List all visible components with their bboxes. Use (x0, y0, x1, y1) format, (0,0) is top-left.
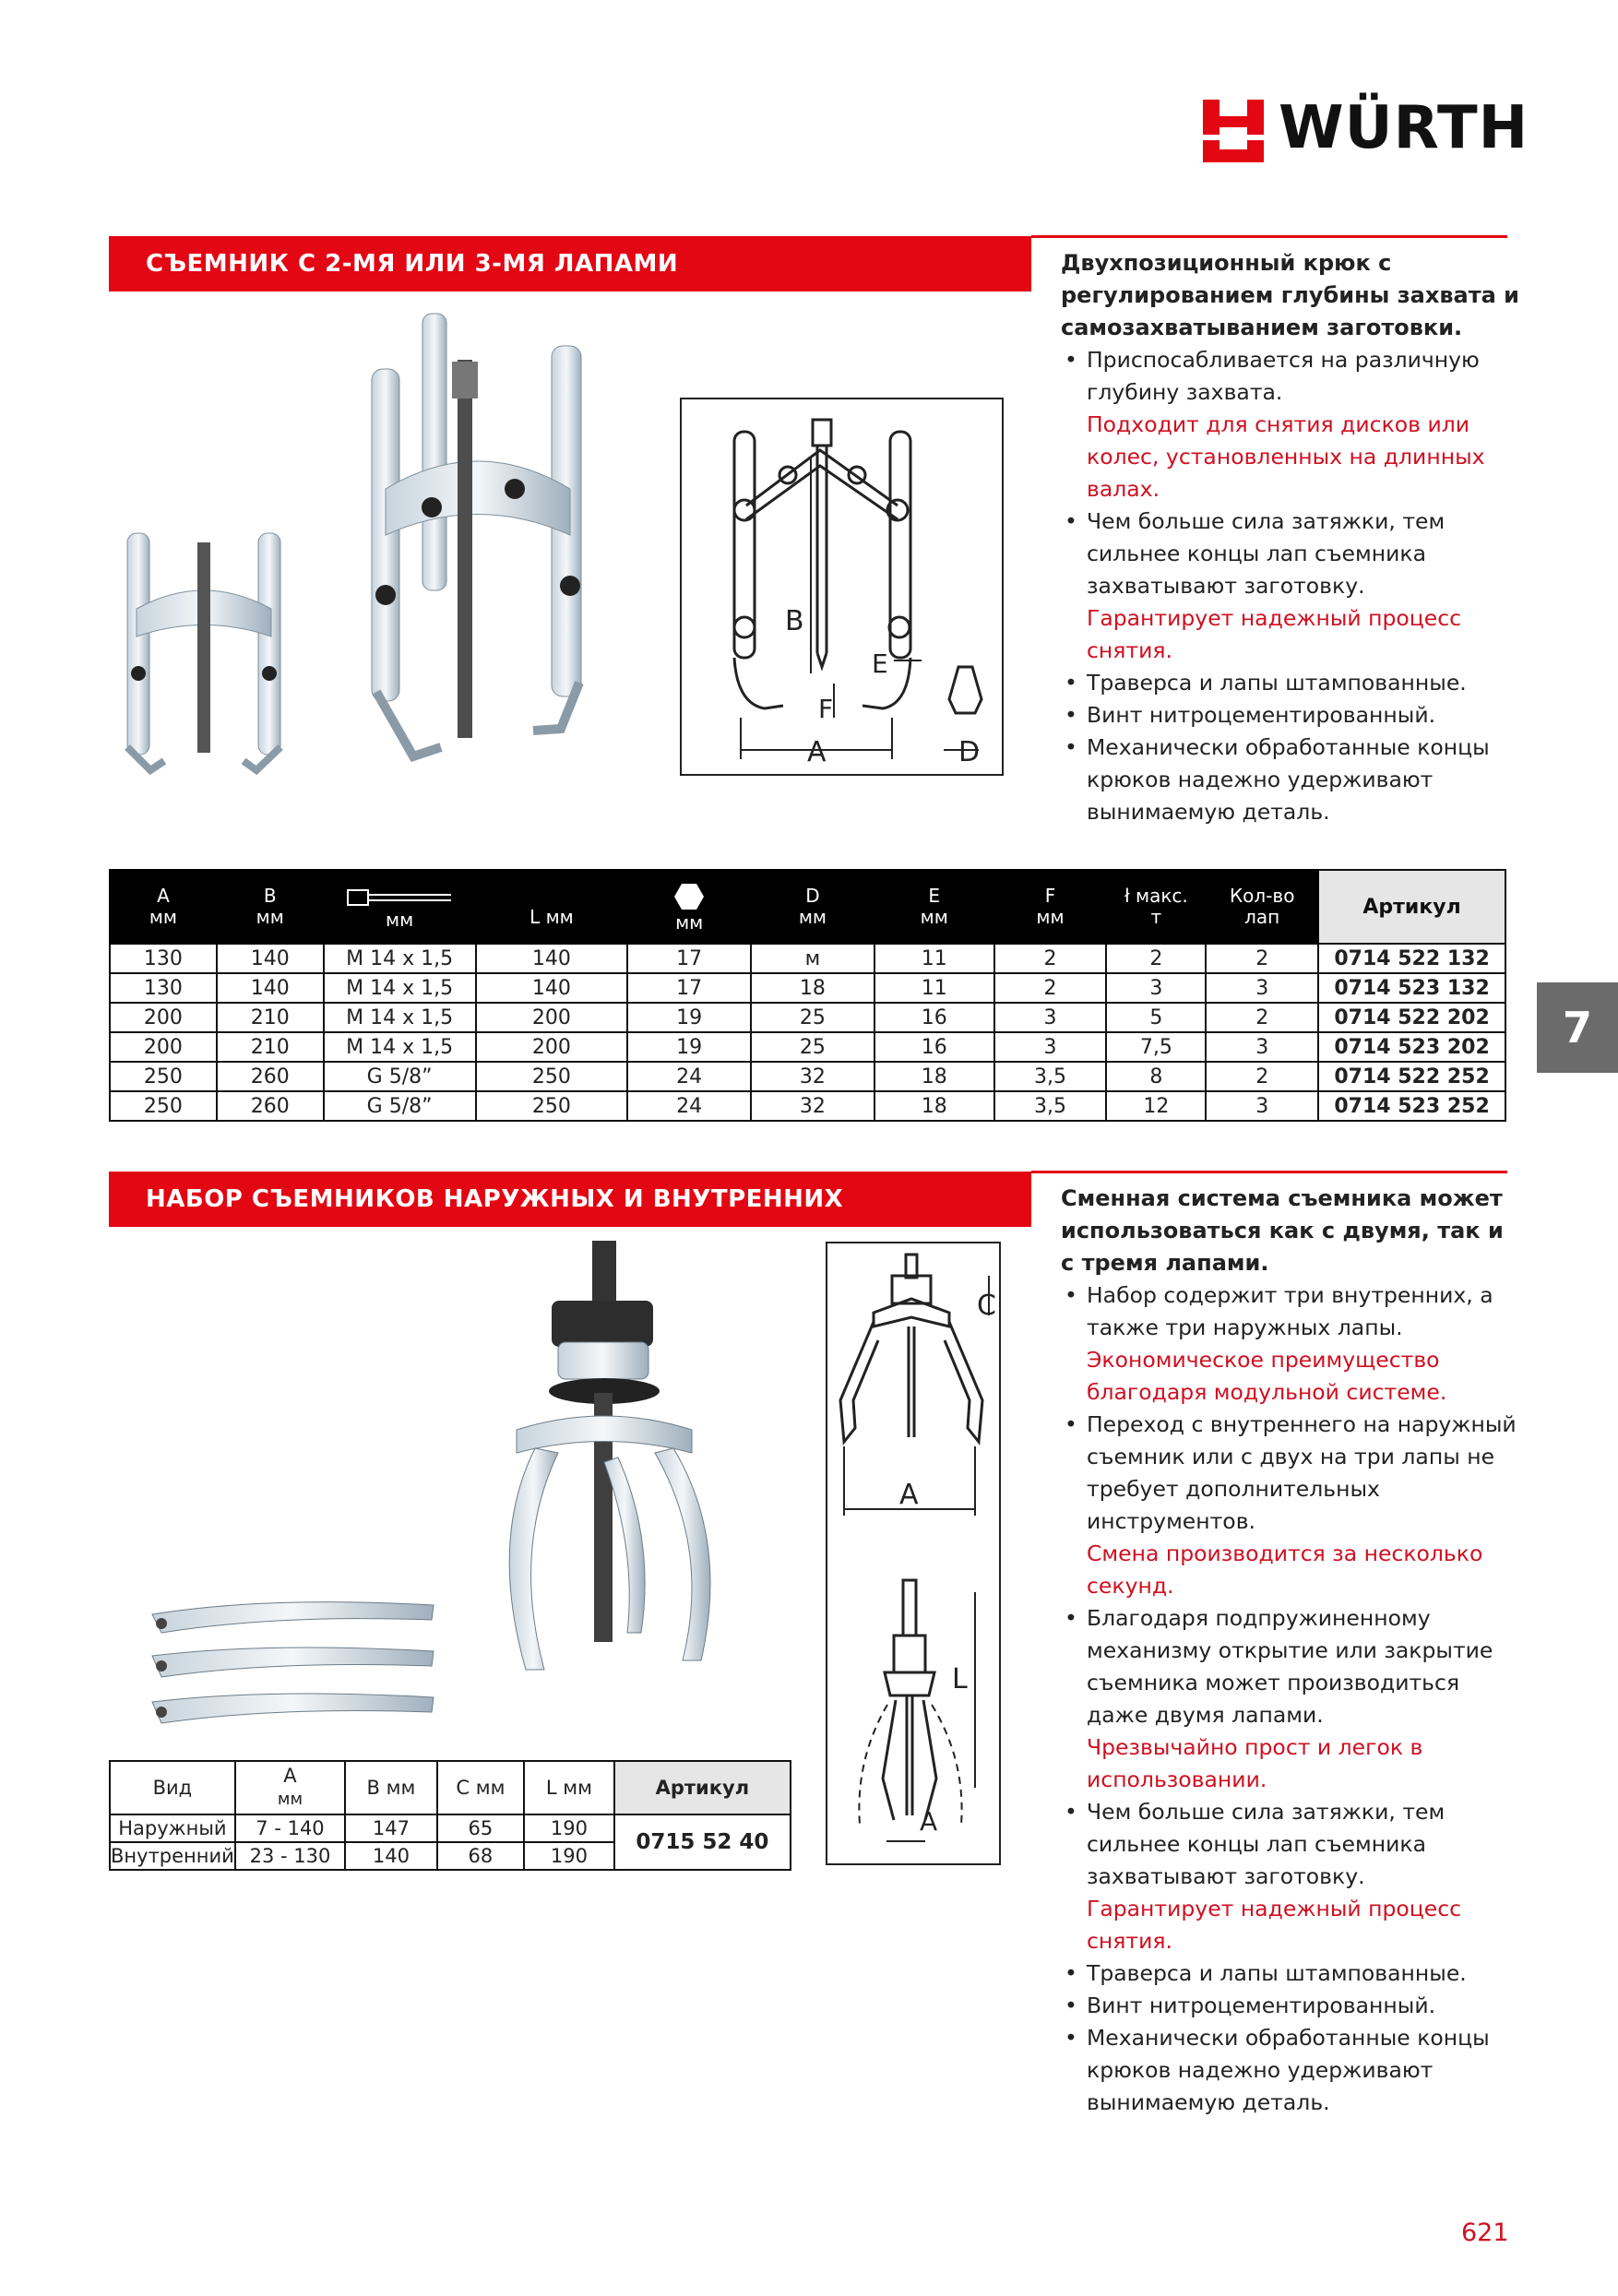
cell: M 14 x 1,5 (324, 1003, 476, 1032)
cell: 130 (110, 973, 217, 1003)
diagram1-label-f: F (818, 694, 834, 724)
wurth-logo (1201, 94, 1529, 170)
cell: 250 (476, 1062, 628, 1091)
section1-description (1061, 247, 1522, 828)
cell: G 5/8” (324, 1091, 476, 1121)
section1-rule (1031, 235, 1507, 238)
cell: 200 (476, 1032, 628, 1062)
bullet-item: • Переход с внутреннего на наружный съемник или с двух на три лапы не требует дополнительных инструментов. (1061, 1409, 1522, 1538)
col-article: Артикул (614, 1761, 791, 1814)
cell: 140 (476, 973, 628, 1003)
cell: 12 (1106, 1091, 1206, 1121)
cell: G 5/8” (324, 1062, 476, 1091)
table-row (110, 944, 1505, 973)
diagram1-label-e: E (872, 648, 888, 679)
cell: 190 (524, 1814, 614, 1842)
diagram1-label-b: B (785, 605, 804, 637)
dimension-diagram-2 (826, 1242, 1001, 1865)
cell: 17 (627, 944, 751, 973)
cell: 19 (627, 1032, 751, 1062)
cell: 32 (751, 1062, 874, 1091)
col-e: E мм (874, 870, 994, 944)
bullet-item: • Механически обработанные концы крюков надежно удерживают вынимаемую деталь. (1061, 2022, 1522, 2119)
cell: 11 (874, 944, 994, 973)
section2-description (1061, 1183, 1522, 2119)
col-c: C мм (437, 1761, 524, 1814)
cell: 7,5 (1106, 1032, 1206, 1062)
article-number: 0715 52 40 (614, 1814, 791, 1870)
cell: 200 (110, 1003, 217, 1032)
cell: Внутренний (110, 1842, 235, 1870)
article-number: 0714 522 202 (1318, 1003, 1505, 1032)
cell: M 14 x 1,5 (324, 973, 476, 1003)
bullet-item: • Винт нитроцементированный. (1061, 699, 1522, 732)
page-number: 621 (1461, 2219, 1509, 2247)
col-legs: Кол-во лап (1206, 870, 1318, 944)
bullet-note: Экономическое преимущество благодаря модульной системе. (1087, 1347, 1447, 1405)
cell: 8 (1106, 1062, 1206, 1091)
section1-bullets (1061, 344, 1522, 828)
bullet-note: Чрезвычайно прост и легок в использовании. (1087, 1734, 1423, 1792)
cell: 17 (627, 973, 751, 1003)
cell: 2 (1206, 944, 1318, 973)
col-length: L мм (476, 870, 628, 944)
bullet-item: • Винт нитроцементированный. (1061, 1990, 1522, 2022)
article-number: 0714 523 202 (1318, 1032, 1505, 1062)
cell: 140 (476, 944, 628, 973)
article-number: 0714 522 132 (1318, 944, 1505, 973)
table-row (110, 1062, 1505, 1091)
cell: 210 (217, 1003, 324, 1032)
cell: 32 (751, 1091, 874, 1121)
section2-bullets (1061, 1279, 1522, 2119)
bullet-note: Гарантирует надежный процесс снятия. (1087, 1896, 1462, 1954)
section1-heading: Двухпозиционный крюк с регулированием глубины захвата и самозахватыванием заготовки. (1061, 250, 1519, 340)
section2-rule (1031, 1171, 1507, 1173)
cell: Наружный (110, 1814, 235, 1842)
cell: 19 (627, 1003, 751, 1032)
cell: 18 (751, 973, 874, 1003)
cell: 3,5 (994, 1091, 1107, 1121)
cell: 130 (110, 944, 217, 973)
cell: 190 (524, 1842, 614, 1870)
col-a: A мм (110, 870, 217, 944)
cell: 2 (994, 944, 1107, 973)
table-row (110, 1814, 791, 1842)
diagram2-label-c: C (977, 1290, 996, 1322)
article-number: 0714 522 252 (1318, 1062, 1505, 1091)
article-number: 0714 523 132 (1318, 973, 1505, 1003)
cell: 200 (476, 1003, 628, 1032)
puller-photo-1 (109, 295, 625, 793)
cell: 25 (751, 1032, 874, 1062)
diagram1-label-a: A (807, 736, 827, 768)
table-row (110, 973, 1505, 1003)
section2-title: НАБОР СЪЕМНИКОВ НАРУЖНЫХ И ВНУТРЕННИХ (109, 1172, 1031, 1227)
cell: 3 (1106, 973, 1206, 1003)
cell: 5 (1106, 1003, 1206, 1032)
diagram1-label-d: D (958, 736, 981, 768)
cell: 3 (1206, 1032, 1318, 1062)
bullet-item: • Приспосабливается на различную глубину захвата. (1061, 344, 1522, 409)
bullet-note: Гарантирует надежный процесс снятия. (1087, 605, 1462, 663)
col-article: Артикул (1318, 870, 1505, 944)
bullet-item: • Чем больше сила затяжки, тем сильнее концы лап съемника захватывают заготовку. (1061, 506, 1522, 602)
brand-name: WÜRTH (1279, 94, 1529, 162)
cell: 2 (1206, 1062, 1318, 1091)
col-l: L мм (524, 1761, 614, 1814)
wurth-emblem-icon (1201, 98, 1266, 164)
col-b: B мм (345, 1761, 437, 1814)
section-tab: 7 (1537, 982, 1618, 1073)
table-row (110, 1032, 1505, 1062)
bolt-icon (344, 886, 455, 910)
diagram2-label-a2: A (920, 1806, 938, 1837)
col-d: D мм (751, 870, 874, 944)
table-row (110, 1091, 1505, 1121)
cell: 24 (627, 1062, 751, 1091)
cell: 2 (994, 973, 1107, 1003)
col-max-force: ł макс. т (1106, 870, 1206, 944)
cell: 140 (217, 973, 324, 1003)
col-f: F мм (994, 870, 1107, 944)
cell: 250 (110, 1091, 217, 1121)
cell: 25 (751, 1003, 874, 1032)
dimension-diagram-1 (680, 398, 1004, 776)
cell: M 14 x 1,5 (324, 1032, 476, 1062)
cell: 3,5 (994, 1062, 1107, 1091)
col-a: A мм (235, 1761, 345, 1814)
cell: 16 (874, 1032, 994, 1062)
diagram2-label-l: L (952, 1663, 968, 1695)
col-hex: мм (627, 870, 751, 944)
cell: 68 (437, 1842, 524, 1870)
diagram2-label-a: A (899, 1479, 919, 1511)
section2-spec-table (109, 1760, 791, 1871)
cell: 3 (994, 1032, 1107, 1062)
cell: 260 (217, 1062, 324, 1091)
cell: 2 (1206, 1003, 1318, 1032)
bullet-item: • Траверса и лапы штампованные. (1061, 1957, 1522, 1990)
col-b: B мм (217, 870, 324, 944)
bullet-item: • Траверса и лапы штампованные. (1061, 667, 1522, 699)
cell: 18 (874, 1062, 994, 1091)
cell: 210 (217, 1032, 324, 1062)
puller-set-photo (138, 1236, 784, 1734)
bullet-item: • Механически обработанные концы крюков надежно удерживают вынимаемую деталь. (1061, 732, 1522, 828)
cell: M 14 x 1,5 (324, 944, 476, 973)
cell: 200 (110, 1032, 217, 1062)
cell: 65 (437, 1814, 524, 1842)
article-number: 0714 523 252 (1318, 1091, 1505, 1121)
cell: 250 (476, 1091, 628, 1121)
cell: 11 (874, 973, 994, 1003)
cell: 23 - 130 (235, 1842, 345, 1870)
cell: 3 (994, 1003, 1107, 1032)
section1-spec-table (109, 869, 1506, 1122)
cell: 2 (1106, 944, 1206, 973)
section1-title: СЪЕМНИК С 2-МЯ ИЛИ 3-МЯ ЛАПАМИ (109, 236, 1031, 291)
cell: 147 (345, 1814, 437, 1842)
cell: 3 (1206, 1091, 1318, 1121)
cell: 140 (345, 1842, 437, 1870)
section2-heading: Сменная система съемника может использоваться как с двумя, так и с тремя лапами. (1061, 1185, 1504, 1276)
bullet-note: Подходит для снятия дисков или колес, установленных на длинных валах. (1087, 411, 1485, 502)
bullet-item: • Набор содержит три внутренних, а также три наружных лапы. (1061, 1279, 1522, 1344)
cell: 16 (874, 1003, 994, 1032)
cell: 260 (217, 1091, 324, 1121)
cell: 18 (874, 1091, 994, 1121)
col-type: Вид (110, 1761, 235, 1814)
bullet-item: • Чем больше сила затяжки, тем сильнее концы лап съемника захватывают заготовку. (1061, 1796, 1522, 1893)
cell: 3 (1206, 973, 1318, 1003)
cell: 24 (627, 1091, 751, 1121)
cell: 140 (217, 944, 324, 973)
table-row (110, 1003, 1505, 1032)
col-thread: мм (324, 870, 476, 944)
bullet-note: Смена производится за несколько секунд. (1087, 1541, 1483, 1599)
bullet-item: • Благодаря подпружиненному механизму открытие или закрытие съемника может производиться даже двумя лапами. (1061, 1602, 1522, 1731)
cell: 250 (110, 1062, 217, 1091)
hex-nut-icon (673, 881, 705, 912)
cell: м (751, 944, 874, 973)
cell: 7 - 140 (235, 1814, 345, 1842)
